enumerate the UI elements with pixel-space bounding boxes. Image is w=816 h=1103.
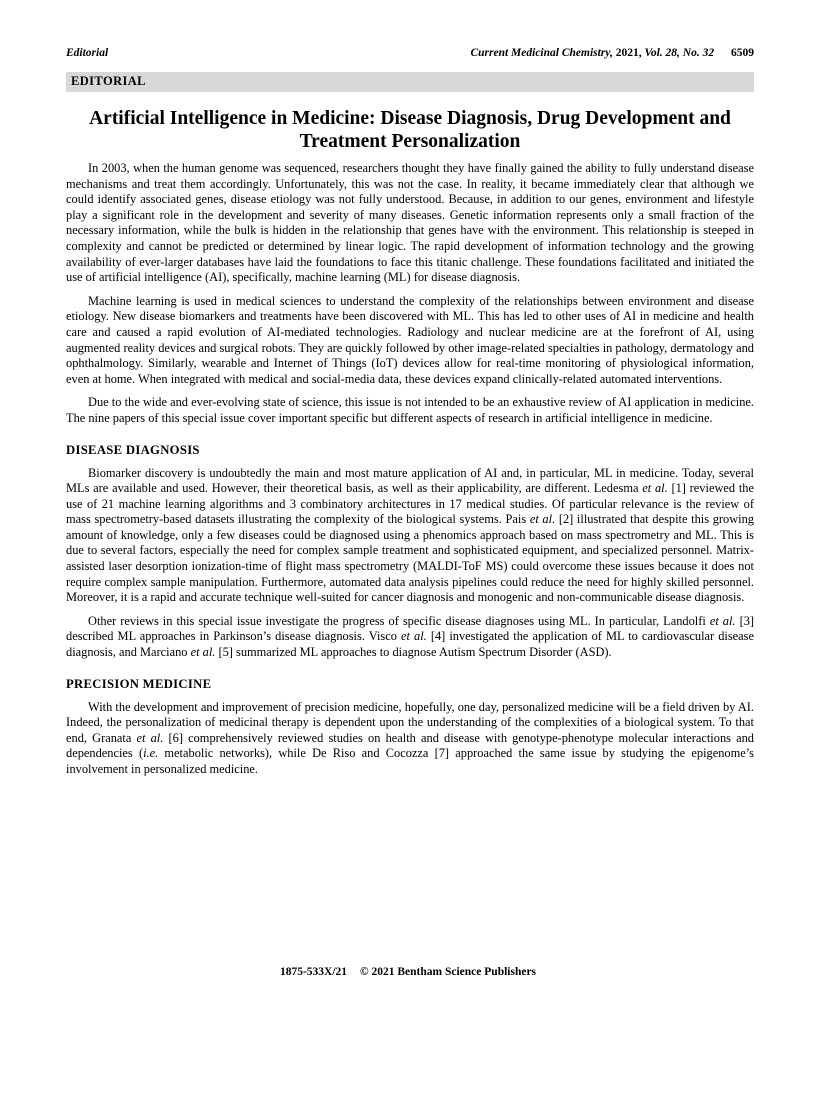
paragraph: With the development and improvement of precision medicine, hopefully, one day, personalized medicine will be a field driven by AI. Indeed, the personalization of medicinal therapy is dependent upon the understanding of the complexities of a biological system. To that end, Granata et al. [6] comprehensively reviewed studies on health and disease with genotype-phenotype molecular interactions and dependencies (i.e. metabolic networks), while De Riso and Cocozza [7] approached the same issue by studying the epigenome’s involvement in personalized medicine. (66, 699, 755, 776)
header-article-type: Editorial (66, 47, 109, 59)
journal-citation-text: Current Medicinal Chemistry, 2021, Vol. 28, No. 32 (470, 47, 715, 59)
paragraph: Biomarker discovery is undoubtedly the main and most mature application of AI and, in particular, ML in medicine. Today, several MLs are available and used. However, their theoretical basis, as well as their applicability, are different. Ledesma et al. [1] reviewed the use of 21 machine learning algorithms and 3 combinatory architectures in 17 medical studies. Of particular relevance is the review of mass spectrometry-based datasets illustrating the complexity of the biological systems. Pais et al. [2] illustrated that despite this growing amount of knowledge, only a few diseases could be diagnosed using a phenomics approach based on mass spectrometry and ML. This is due to several factors, especially the need for complex sample treatment and sophisticated equipment, and specialized personnel. Matrix-assisted laser desorption ionization-time of flight mass spectrometry (MALDI-ToF MS) could overcome these issues because it does not require complex sample manipulation. Furthermore, automated data analysis pipelines could reduce the need for highly skilled personnel. Moreover, it is a rapid and accurate technique well-suited for cancer diagnosis and monogenic and non-communicable disease diagnosis. (66, 465, 754, 605)
paragraph: Other reviews in this special issue investigate the progress of specific disease diagnoses using ML. In particular, Landolfi et al. [3] described ML approaches in Parkinson’s disease diagnosis. Visco et al. [4] investigated the application of ML to cardiovascular disease diagnosis, and Marciano et al. [5] summarized ML approaches to diagnose Autism Spectrum Disorder (ASD). (66, 613, 755, 660)
editorial-banner (66, 72, 754, 92)
page-footer (0, 966, 816, 978)
article-title: Artificial Intelligence in Medicine: Disease Diagnosis, Drug Development and Treatment Personalization (89, 108, 731, 152)
copyright-notice: © 2021 Bentham Science Publishers (360, 966, 537, 978)
header-journal-citation (470, 47, 754, 59)
running-header (66, 47, 754, 59)
section-heading: DISEASE DIAGNOSIS (66, 442, 200, 457)
paragraph: Machine learning is used in medical sciences to understand the complexity of the relationships between environment and disease etiology. New disease biomarkers and treatments have been discovered with ML. This has led to other uses of AI in medicine and health care and caused a rapid evolution of AI-mediated technologies. Radiology and nuclear medicine are at the forefront of AI, using augmented reality devices and surgical robots. They are quickly followed by other image-related specialties in pathology, dermatology and ophthalmology. Similarly, wearable and Internet of Things (IoT) devices allow for real-time monitoring of physiological information, even at home. When integrated with medical and social-media data, these devices expand clinically-related automated interventions. (66, 293, 754, 386)
paragraph: Due to the wide and ever-evolving state of science, this issue is not intended to be an exhaustive review of AI application in medicine. The nine papers of this special issue cover important specific but different aspects of research in artificial intelligence in medicine. (66, 395, 754, 425)
article-sections (66, 161, 754, 778)
paragraph: In 2003, when the human genome was sequenced, researchers thought they have finally gained the ability to fully understand disease mechanisms and treat them accordingly. Unfortunately, this was not the case. In reality, it became immediately clear that although we could identify associated genes, disease etiology was not fully understood. Because, in addition to our genes, environment and lifestyle play a significant role in the development and severity of many diseases. Genetic information represents only a small fraction of the necessary information, while the bulk is hidden in the relationship that genes have with the environment. This relationship is steeped in complexity and cannot be predicted or determined by linear logic. The rapid development of information technology and the growing availability of ever-larger databases have laid the foundations to face this titanic challenge. These foundations facilitated and initiated the use of artificial intelligence (AI), specifically, machine learning (ML) for disease diagnosis. (66, 161, 754, 285)
banner-label: EDITORIAL (71, 74, 146, 88)
issn-code: 1875-533X/21 (279, 966, 348, 978)
section-heading: PRECISION MEDICINE (66, 676, 212, 691)
header-page-number: 6509 (731, 47, 754, 59)
